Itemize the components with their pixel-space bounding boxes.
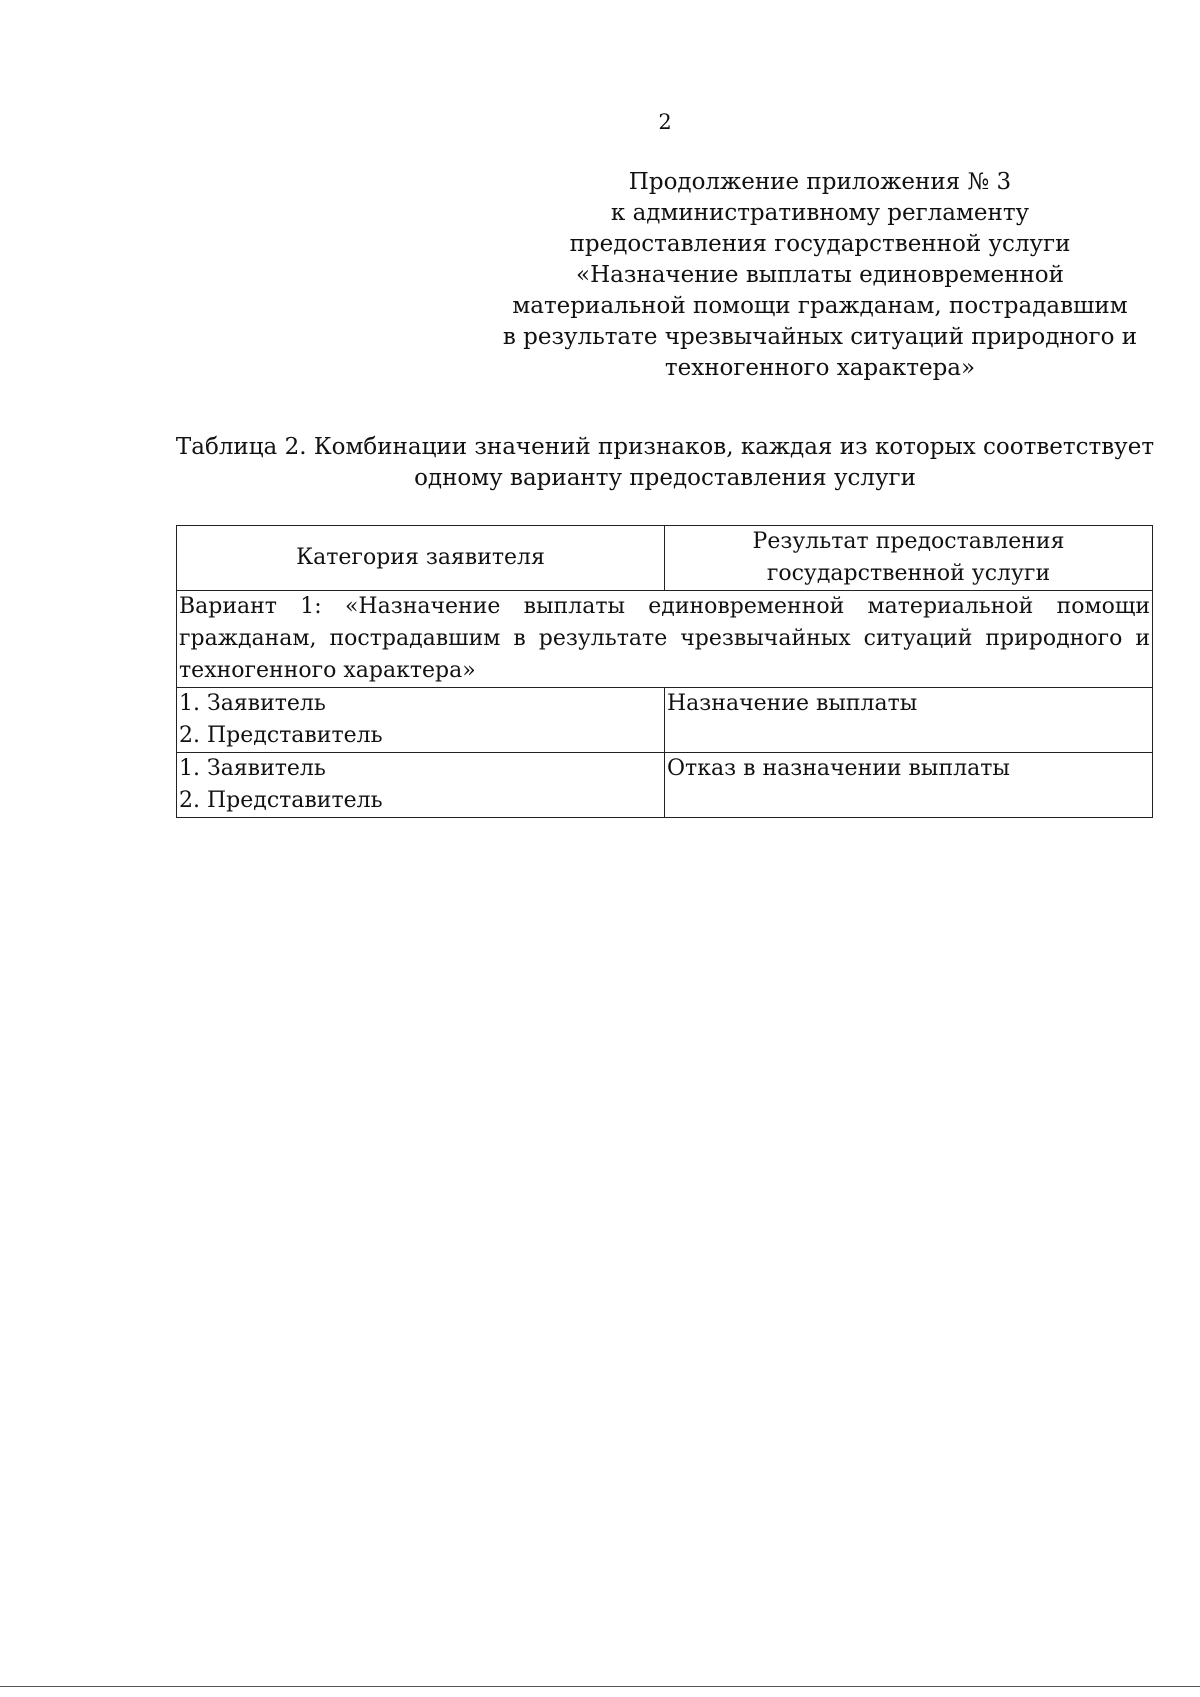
column-header-result: Результат предоставления государственной услуги: [665, 526, 1153, 591]
header-line: «Назначение выплаты единовременной: [576, 262, 1064, 288]
column-header-category: Категория заявителя: [177, 526, 665, 591]
result-text: Отказ в назначении выплаты: [667, 756, 1010, 781]
header-line: материальной помощи гражданам, пострадавшим: [512, 293, 1128, 319]
result-cell: [665, 753, 1153, 818]
table-row: [177, 753, 1153, 818]
category-line: 2. Представитель: [179, 723, 383, 748]
variants-table: [176, 525, 1153, 818]
table-caption-line: одному варианту предоставления услуги: [414, 465, 916, 491]
table-caption-line: Таблица 2. Комбинации значений признаков, каждая из которых соответствует: [175, 434, 1155, 460]
result-cell: [665, 688, 1153, 753]
result-text: Назначение выплаты: [667, 691, 918, 716]
header-line: Продолжение приложения № 3: [628, 169, 1012, 195]
category-cell: [177, 753, 665, 818]
table-row: [177, 688, 1153, 753]
variant-label: Вариант 1: «Назначение выплаты единовременной материальной помощи гражданам, пострадавшим в результате чрезвычайных ситуаций природного и техногенного характера»: [177, 591, 1153, 688]
header-line: в результате чрезвычайных ситуаций природного и: [502, 324, 1138, 350]
scan-edge-line: [0, 1686, 1200, 1687]
category-line: 1. Заявитель: [179, 756, 326, 781]
category-line: 2. Представитель: [179, 788, 383, 813]
page-number: 2: [658, 110, 672, 134]
category-line: 1. Заявитель: [179, 691, 326, 716]
header-line: техногенного характера»: [664, 355, 976, 381]
table-row: [177, 591, 1153, 688]
table-header-row: [177, 526, 1153, 591]
header-line: к административному регламенту: [610, 200, 1030, 226]
header-line: предоставления государственной услуги: [569, 231, 1071, 257]
appendix-header: [485, 167, 1155, 384]
table-caption: [170, 432, 1160, 494]
category-cell: [177, 688, 665, 753]
